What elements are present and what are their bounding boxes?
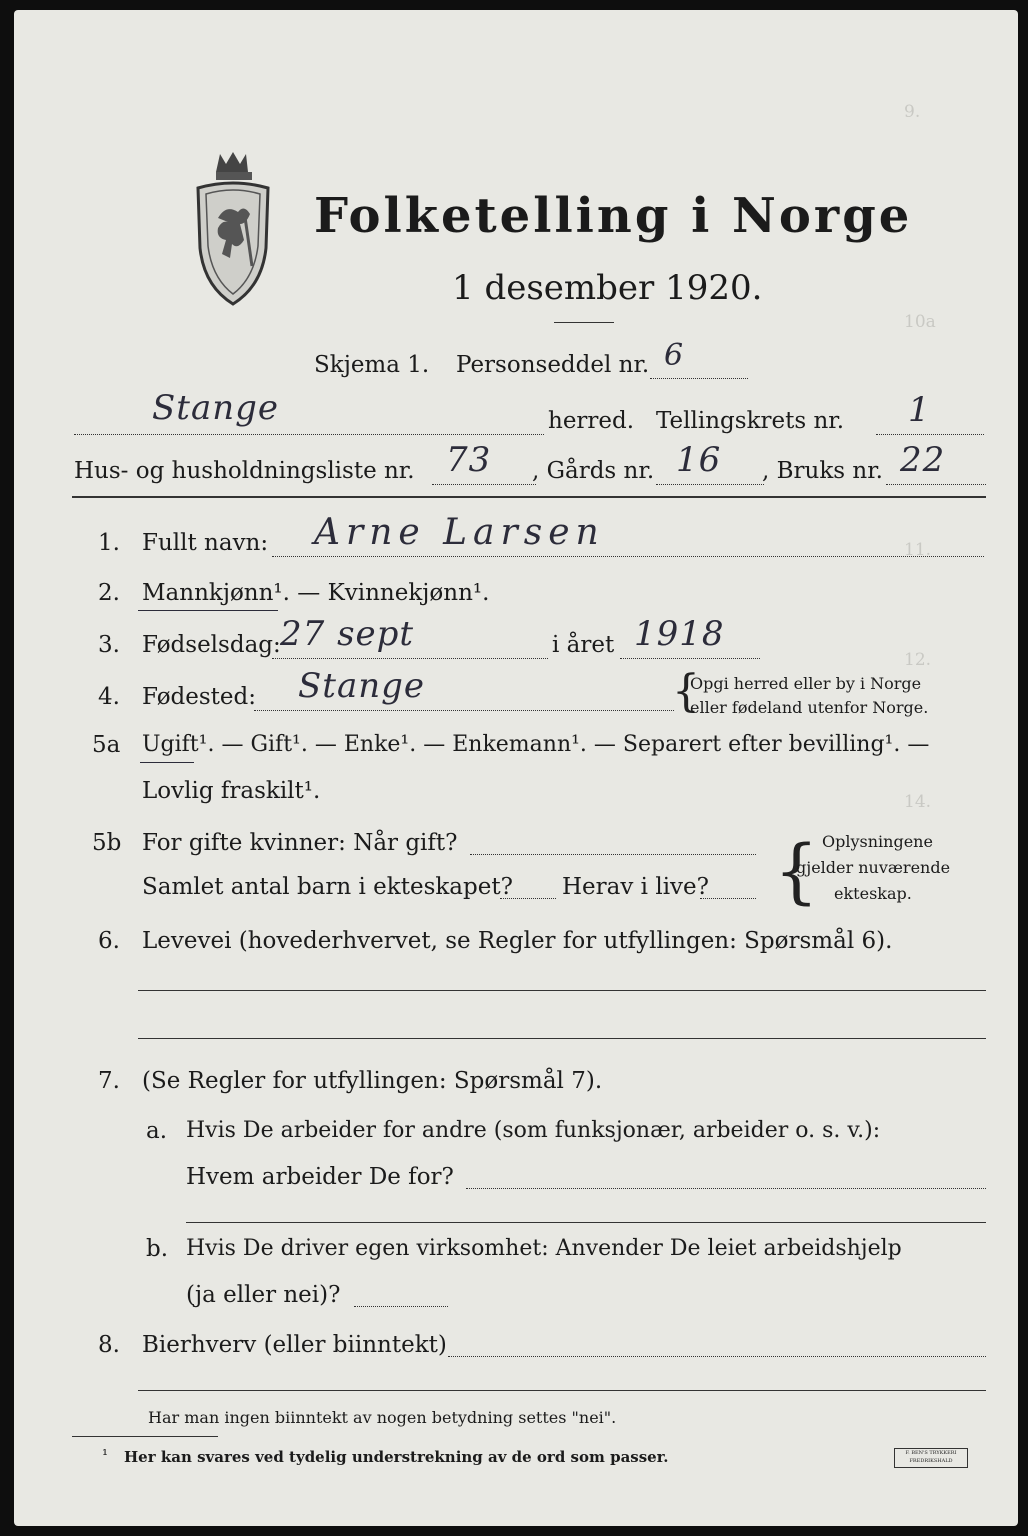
- bleed-through-text: 14.: [904, 792, 932, 812]
- q7a-answer-line: [186, 1222, 986, 1223]
- header-divider: [72, 496, 986, 498]
- q5b-children-label: Samlet antal barn i ekteskapet?: [142, 874, 513, 900]
- q5a-number: 5a: [92, 732, 121, 758]
- q7a-number: a.: [146, 1118, 168, 1144]
- footnote-mark: ¹: [102, 1446, 109, 1464]
- q1-value[interactable]: Arne Larsen: [314, 512, 605, 553]
- q5b-married-field-line: [470, 854, 756, 855]
- bleed-through-text: 12.: [904, 650, 932, 670]
- q5a-ugift-underline: [140, 762, 194, 763]
- printer-stamp-text: F. BEN'S TRYKKERI FREDRIKSHALD: [905, 1450, 957, 1464]
- printer-stamp: [894, 1448, 968, 1468]
- tellingskrets-label: Tellingskrets nr.: [656, 408, 845, 434]
- q8-label: Bierhverv (eller biinntekt): [142, 1332, 447, 1358]
- q8-field-line: [448, 1356, 986, 1357]
- q6-label: Levevei (hovederhvervet, se Regler for utfyllingen: Spørsmål 6).: [142, 928, 893, 954]
- gards-field-line: [656, 484, 764, 485]
- census-form-sheet: [14, 10, 1018, 1526]
- bleed-through-text: 9.: [904, 102, 921, 122]
- hus-label: Hus- og husholdningsliste nr.: [74, 458, 415, 484]
- title-divider: [554, 322, 614, 323]
- herred-value[interactable]: Stange: [152, 388, 280, 428]
- q5b-alive-label: Herav i live?: [562, 874, 709, 900]
- q6-answer-line-1: [138, 990, 986, 991]
- personseddel-field-line: [650, 378, 748, 379]
- q4-value[interactable]: Stange: [298, 666, 426, 706]
- q7-number: 7.: [98, 1068, 120, 1094]
- q8-number: 8.: [98, 1332, 120, 1358]
- q4-number: 4.: [98, 684, 120, 710]
- gards-label: , Gårds nr.: [532, 458, 655, 484]
- herred-field-line: [74, 434, 544, 435]
- form-title: Folketelling i Norge: [314, 188, 913, 244]
- q7a-line2: Hvem arbeider De for?: [186, 1164, 454, 1190]
- q7a-field-line: [466, 1188, 986, 1189]
- footnote-divider: [72, 1436, 218, 1437]
- schema-label: Skjema 1.: [314, 352, 430, 378]
- q2-label: Mannkjønn¹. — Kvinnekjønn¹.: [142, 580, 490, 606]
- q3-label: Fødselsdag:: [142, 632, 281, 658]
- q3-day-value[interactable]: 27 sept: [280, 614, 415, 654]
- q3-year-label: i året: [552, 632, 615, 658]
- q3-day-field-line: [272, 658, 548, 659]
- hus-field-line: [432, 484, 536, 485]
- q5b-note-bracket: {: [774, 830, 819, 912]
- bleed-through-text: 11.: [904, 540, 932, 560]
- q6-answer-line-2: [138, 1038, 986, 1039]
- bottom-note: Har man ingen biinntekt av nogen betydning settes "nei".: [148, 1408, 617, 1427]
- q7b-field-line: [354, 1306, 448, 1307]
- q1-label: Fullt navn:: [142, 530, 269, 556]
- q3-number: 3.: [98, 632, 120, 658]
- q5a-line2: Lovlig fraskilt¹.: [142, 778, 321, 804]
- q4-note-line2: eller fødeland utenfor Norge.: [690, 698, 929, 717]
- herred-label: herred.: [548, 408, 635, 434]
- personseddel-label: Personseddel nr.: [456, 352, 650, 378]
- q1-field-line: [272, 556, 984, 557]
- q4-note-bracket: {: [672, 666, 700, 717]
- form-subtitle: 1 desember 1920.: [452, 268, 763, 308]
- bruks-value[interactable]: 22: [900, 440, 946, 480]
- hus-value[interactable]: 73: [446, 440, 492, 480]
- q7b-number: b.: [146, 1236, 169, 1262]
- bleed-through-text: 10a: [904, 312, 936, 332]
- q1-number: 1.: [98, 530, 120, 556]
- q5b-alive-field-line: [700, 898, 756, 899]
- q3-year-field-line: [620, 658, 760, 659]
- bruks-label: , Bruks nr.: [762, 458, 883, 484]
- personseddel-value[interactable]: 6: [664, 338, 685, 373]
- gards-value[interactable]: 16: [676, 440, 722, 480]
- q2-number: 2.: [98, 580, 120, 606]
- q5b-children-field-line: [500, 898, 556, 899]
- tellingskrets-field-line: [876, 434, 984, 435]
- q5b-note1: Oplysningene: [822, 832, 933, 851]
- q7b-line1: Hvis De driver egen virksomhet: Anvender De leiet arbeidshjelp: [186, 1236, 902, 1261]
- q5b-note3: ekteskap.: [834, 884, 912, 903]
- q4-note-line1: Opgi herred eller by i Norge: [690, 674, 922, 693]
- q4-label: Fødested:: [142, 684, 257, 710]
- q8-answer-line: [138, 1390, 986, 1391]
- q5b-note2: gjelder nuværende: [796, 858, 951, 877]
- q6-number: 6.: [98, 928, 120, 954]
- q7a-line1: Hvis De arbeider for andre (som funksjonær, arbeider o. s. v.):: [186, 1118, 881, 1143]
- coat-of-arms-icon: [192, 148, 274, 308]
- q3-year-value[interactable]: 1918: [634, 614, 725, 654]
- q7b-line2: (ja eller nei)?: [186, 1282, 341, 1308]
- q4-field-line: [254, 710, 674, 711]
- q5a-line1: Ugift¹. — Gift¹. — Enke¹. — Enkemann¹. — Separert efter bevilling¹. —: [142, 732, 930, 757]
- footnote-text: Her kan svares ved tydelig understrekning av de ord som passer.: [124, 1448, 669, 1466]
- q5b-line1: For gifte kvinner: Når gift?: [142, 830, 458, 856]
- q2-mannkjonn-underline: [138, 610, 278, 611]
- tellingskrets-value[interactable]: 1: [908, 390, 931, 430]
- bruks-field-line: [886, 484, 986, 485]
- q7-label: (Se Regler for utfyllingen: Spørsmål 7).: [142, 1068, 603, 1094]
- q5b-number: 5b: [92, 830, 122, 856]
